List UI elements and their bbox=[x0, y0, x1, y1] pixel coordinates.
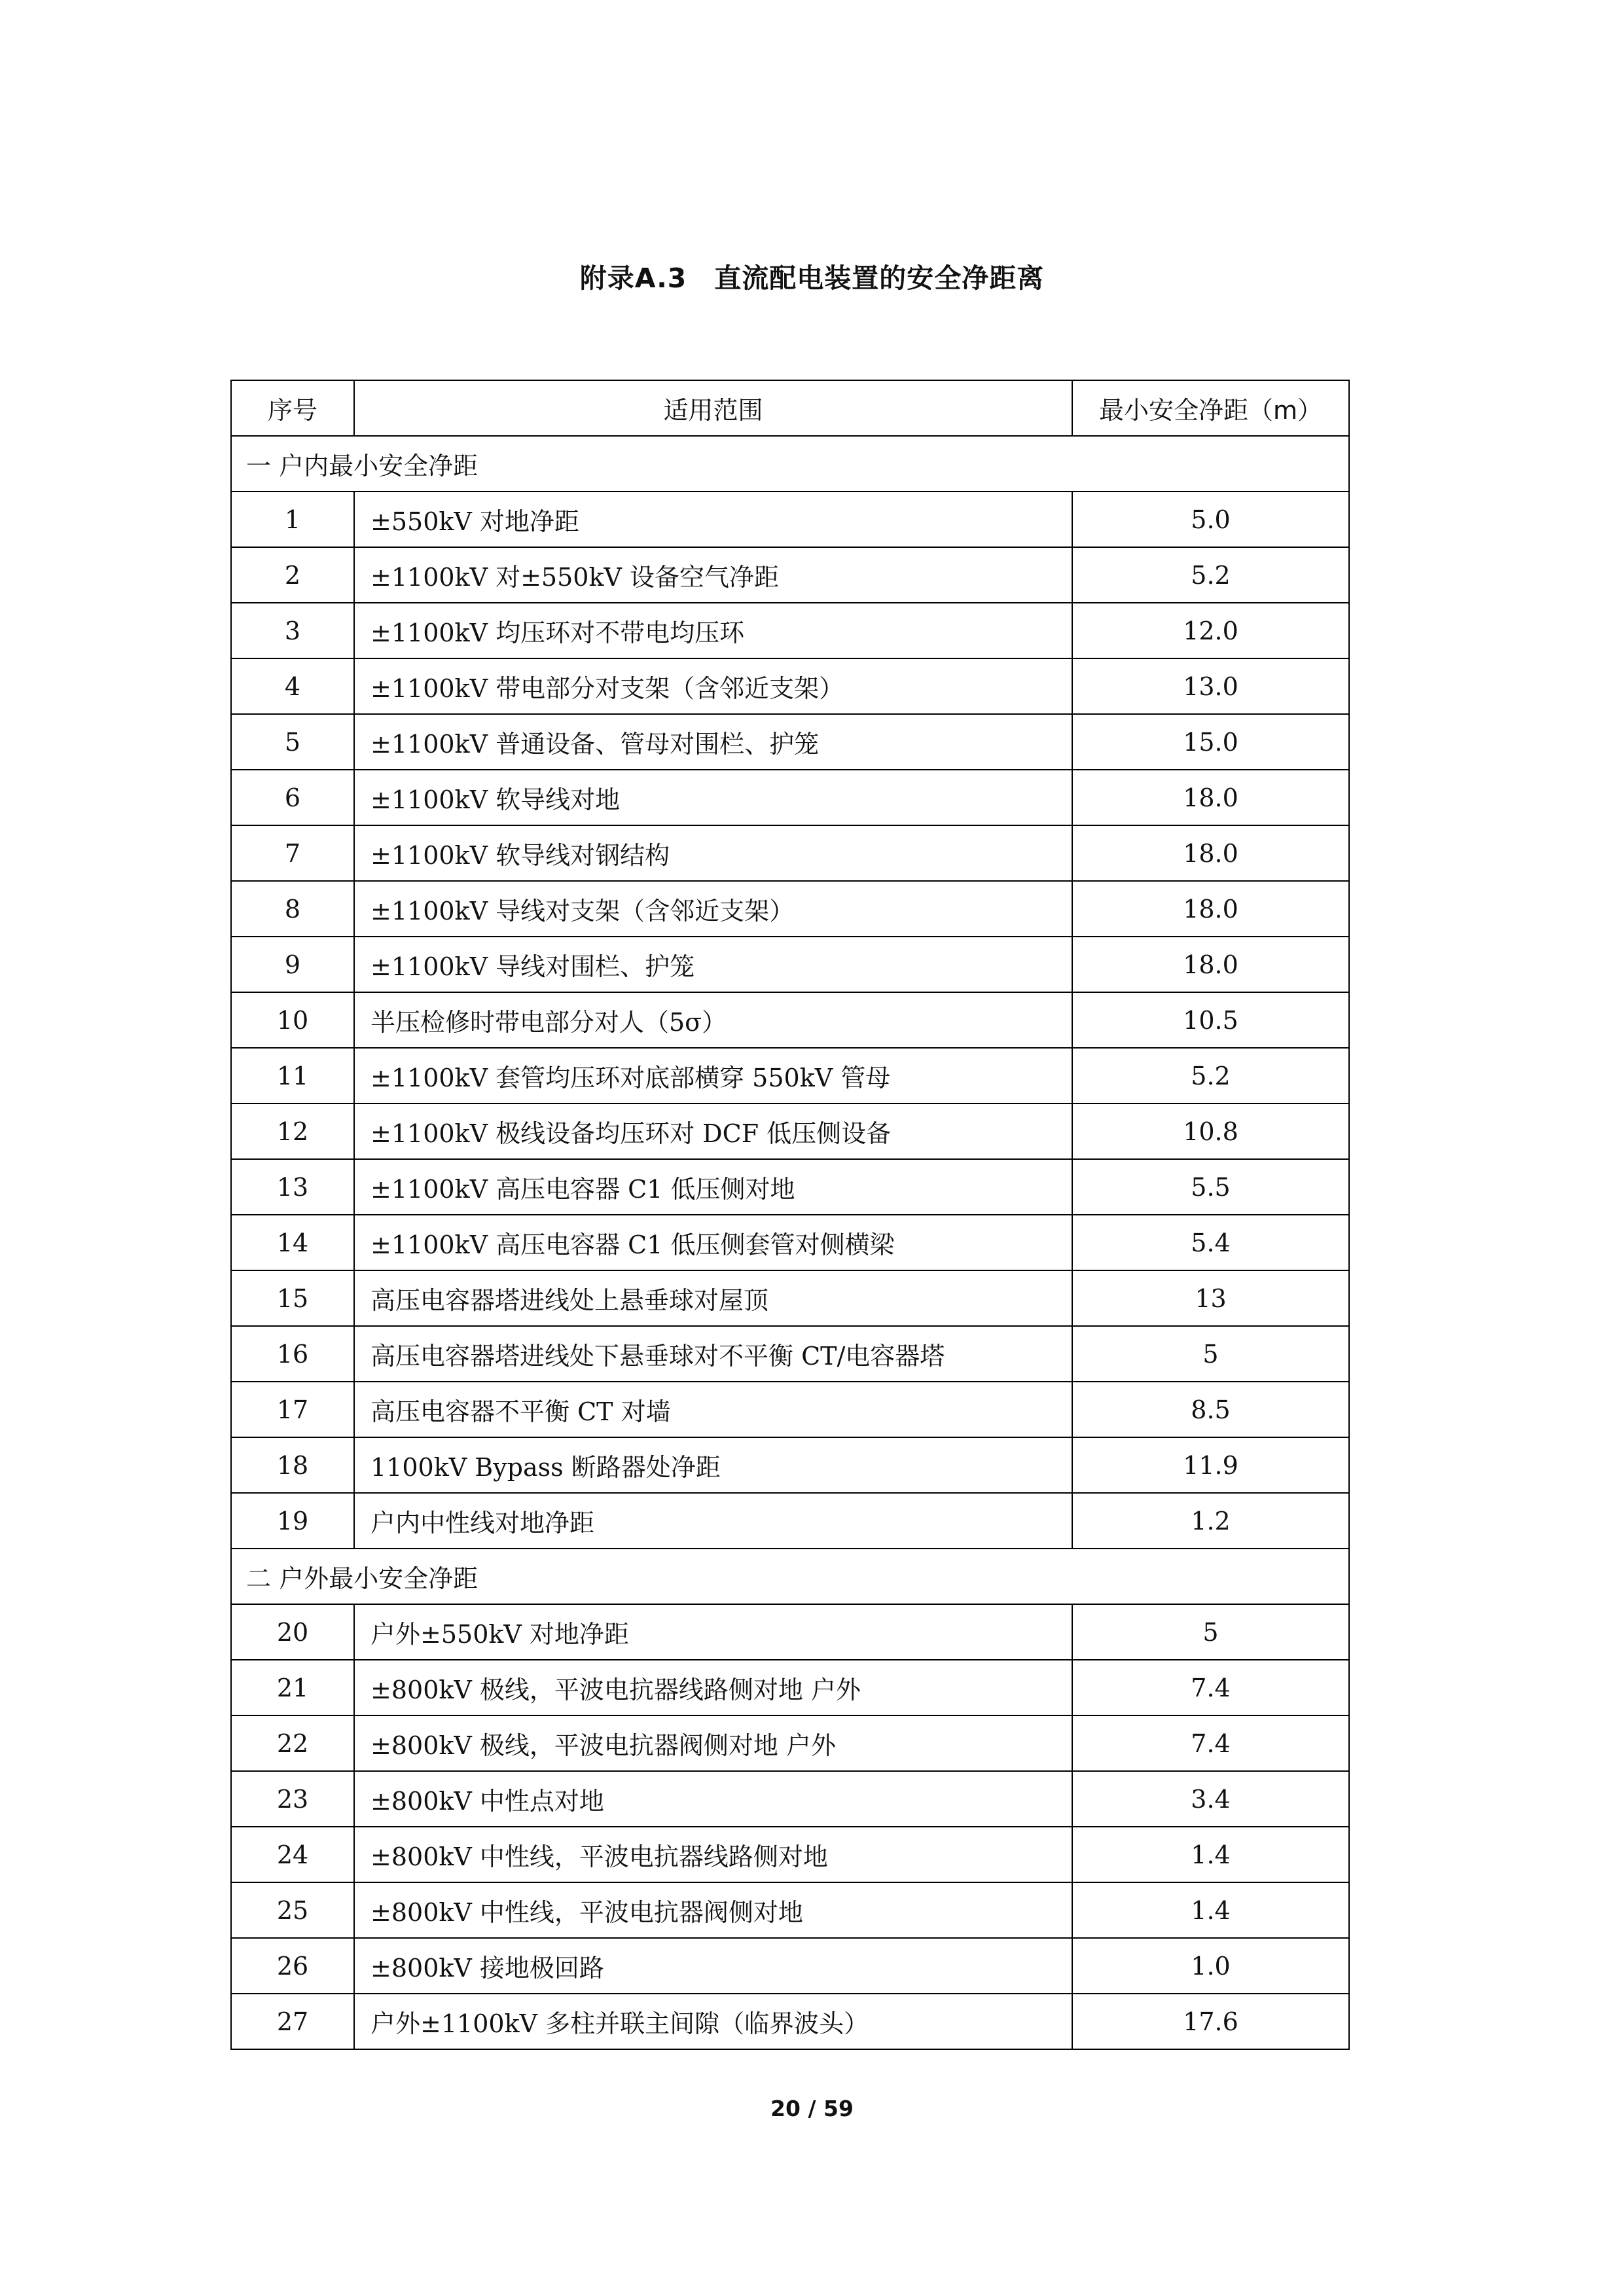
row-value: 1.0 bbox=[1072, 1938, 1349, 1994]
row-range: 1100kV Bypass 断路器处净距 bbox=[354, 1437, 1072, 1493]
table-row bbox=[231, 825, 1349, 881]
row-number: 19 bbox=[231, 1493, 354, 1549]
table-row bbox=[231, 1715, 1349, 1771]
row-value: 17.6 bbox=[1072, 1994, 1349, 2049]
section-label: 一 户内最小安全净距 bbox=[231, 436, 1349, 492]
table-row bbox=[231, 714, 1349, 770]
table-row bbox=[231, 1382, 1349, 1437]
row-value: 10.8 bbox=[1072, 1103, 1349, 1159]
row-number: 24 bbox=[231, 1827, 354, 1882]
row-number: 27 bbox=[231, 1994, 354, 2049]
table-row bbox=[231, 937, 1349, 992]
row-number: 10 bbox=[231, 992, 354, 1048]
row-value: 12.0 bbox=[1072, 603, 1349, 658]
row-range: ±800kV 接地极回路 bbox=[354, 1938, 1072, 1994]
row-range: ±800kV 中性线，平波电抗器线路侧对地 bbox=[354, 1827, 1072, 1882]
header-range: 适用范围 bbox=[354, 380, 1072, 436]
row-number: 11 bbox=[231, 1048, 354, 1103]
row-number: 5 bbox=[231, 714, 354, 770]
row-range: ±1100kV 带电部分对支架（含邻近支架） bbox=[354, 658, 1072, 714]
row-range: ±1100kV 导线对支架（含邻近支架） bbox=[354, 881, 1072, 937]
row-number: 20 bbox=[231, 1604, 354, 1660]
table-row bbox=[231, 1771, 1349, 1827]
table-body bbox=[231, 436, 1349, 2049]
row-range: 半压检修时带电部分对人（5σ） bbox=[354, 992, 1072, 1048]
row-range: ±1100kV 极线设备均压环对 DCF 低压侧设备 bbox=[354, 1103, 1072, 1159]
row-range: ±550kV 对地净距 bbox=[354, 492, 1072, 547]
table-row bbox=[231, 992, 1349, 1048]
row-value: 18.0 bbox=[1072, 937, 1349, 992]
header-value: 最小安全净距（m） bbox=[1072, 380, 1349, 436]
row-value: 13.0 bbox=[1072, 658, 1349, 714]
row-number: 14 bbox=[231, 1215, 354, 1270]
row-range: ±1100kV 高压电容器 C1 低压侧对地 bbox=[354, 1159, 1072, 1215]
row-number: 26 bbox=[231, 1938, 354, 1994]
row-value: 1.4 bbox=[1072, 1882, 1349, 1938]
row-range: ±1100kV 均压环对不带电均压环 bbox=[354, 603, 1072, 658]
row-range: ±1100kV 软导线对钢结构 bbox=[354, 825, 1072, 881]
row-number: 18 bbox=[231, 1437, 354, 1493]
row-value: 7.4 bbox=[1072, 1660, 1349, 1715]
row-range: 高压电容器塔进线处下悬垂球对不平衡 CT/电容器塔 bbox=[354, 1326, 1072, 1382]
row-number: 12 bbox=[231, 1103, 354, 1159]
table-row bbox=[231, 1437, 1349, 1493]
table-row bbox=[231, 492, 1349, 547]
table-header-row bbox=[231, 380, 1349, 436]
row-range: ±800kV 极线，平波电抗器线路侧对地 户外 bbox=[354, 1660, 1072, 1715]
row-value: 15.0 bbox=[1072, 714, 1349, 770]
table-row bbox=[231, 1493, 1349, 1549]
table-row bbox=[231, 1604, 1349, 1660]
table-row bbox=[231, 1159, 1349, 1215]
row-range: ±1100kV 高压电容器 C1 低压侧套管对侧横梁 bbox=[354, 1215, 1072, 1270]
section-row bbox=[231, 1549, 1349, 1604]
row-number: 21 bbox=[231, 1660, 354, 1715]
row-number: 7 bbox=[231, 825, 354, 881]
table-row bbox=[231, 1882, 1349, 1938]
table-row bbox=[231, 1994, 1349, 2049]
row-number: 22 bbox=[231, 1715, 354, 1771]
table-row bbox=[231, 1103, 1349, 1159]
row-number: 25 bbox=[231, 1882, 354, 1938]
table-row bbox=[231, 1660, 1349, 1715]
row-number: 4 bbox=[231, 658, 354, 714]
table-row bbox=[231, 658, 1349, 714]
row-range: ±1100kV 软导线对地 bbox=[354, 770, 1072, 825]
row-number: 16 bbox=[231, 1326, 354, 1382]
row-number: 23 bbox=[231, 1771, 354, 1827]
row-number: 17 bbox=[231, 1382, 354, 1437]
row-value: 7.4 bbox=[1072, 1715, 1349, 1771]
table-row bbox=[231, 1827, 1349, 1882]
table-row bbox=[231, 1270, 1349, 1326]
row-value: 18.0 bbox=[1072, 825, 1349, 881]
table-row bbox=[231, 1326, 1349, 1382]
row-value: 5.2 bbox=[1072, 1048, 1349, 1103]
table-row bbox=[231, 1938, 1349, 1994]
table-row bbox=[231, 603, 1349, 658]
row-range: ±800kV 中性线，平波电抗器阀侧对地 bbox=[354, 1882, 1072, 1938]
row-range: ±800kV 极线，平波电抗器阀侧对地 户外 bbox=[354, 1715, 1072, 1771]
section-label: 二 户外最小安全净距 bbox=[231, 1549, 1349, 1604]
row-value: 5.2 bbox=[1072, 547, 1349, 603]
row-range: ±1100kV 导线对围栏、护笼 bbox=[354, 937, 1072, 992]
page-number: 20 / 59 bbox=[770, 2096, 854, 2121]
row-value: 5 bbox=[1072, 1326, 1349, 1382]
row-value: 3.4 bbox=[1072, 1771, 1349, 1827]
section-row bbox=[231, 436, 1349, 492]
row-value: 1.2 bbox=[1072, 1493, 1349, 1549]
row-number: 3 bbox=[231, 603, 354, 658]
row-range: ±1100kV 套管均压环对底部横穿 550kV 管母 bbox=[354, 1048, 1072, 1103]
row-value: 5 bbox=[1072, 1604, 1349, 1660]
row-value: 13 bbox=[1072, 1270, 1349, 1326]
table-row bbox=[231, 881, 1349, 937]
row-range: 户外±550kV 对地净距 bbox=[354, 1604, 1072, 1660]
row-range: 高压电容器不平衡 CT 对墙 bbox=[354, 1382, 1072, 1437]
row-range: ±800kV 中性点对地 bbox=[354, 1771, 1072, 1827]
row-value: 18.0 bbox=[1072, 881, 1349, 937]
table-row bbox=[231, 1048, 1349, 1103]
page-title: 附录A.3 直流配电装置的安全净距离 bbox=[579, 262, 1045, 294]
row-range: 户内中性线对地净距 bbox=[354, 1493, 1072, 1549]
row-number: 6 bbox=[231, 770, 354, 825]
row-number: 1 bbox=[231, 492, 354, 547]
row-number: 2 bbox=[231, 547, 354, 603]
row-number: 13 bbox=[231, 1159, 354, 1215]
row-value: 5.4 bbox=[1072, 1215, 1349, 1270]
header-no: 序号 bbox=[231, 380, 354, 436]
table-row bbox=[231, 547, 1349, 603]
row-value: 11.9 bbox=[1072, 1437, 1349, 1493]
table-row bbox=[231, 770, 1349, 825]
row-number: 9 bbox=[231, 937, 354, 992]
row-number: 15 bbox=[231, 1270, 354, 1326]
row-range: ±1100kV 对±550kV 设备空气净距 bbox=[354, 547, 1072, 603]
row-value: 1.4 bbox=[1072, 1827, 1349, 1882]
row-value: 5.0 bbox=[1072, 492, 1349, 547]
row-range: 户外±1100kV 多柱并联主间隙（临界波头） bbox=[354, 1994, 1072, 2049]
row-range: 高压电容器塔进线处上悬垂球对屋顶 bbox=[354, 1270, 1072, 1326]
row-value: 8.5 bbox=[1072, 1382, 1349, 1437]
table-row bbox=[231, 1215, 1349, 1270]
row-value: 18.0 bbox=[1072, 770, 1349, 825]
safety-clearance-table bbox=[230, 380, 1350, 2050]
row-value: 10.5 bbox=[1072, 992, 1349, 1048]
row-value: 5.5 bbox=[1072, 1159, 1349, 1215]
row-number: 8 bbox=[231, 881, 354, 937]
row-range: ±1100kV 普通设备、管母对围栏、护笼 bbox=[354, 714, 1072, 770]
